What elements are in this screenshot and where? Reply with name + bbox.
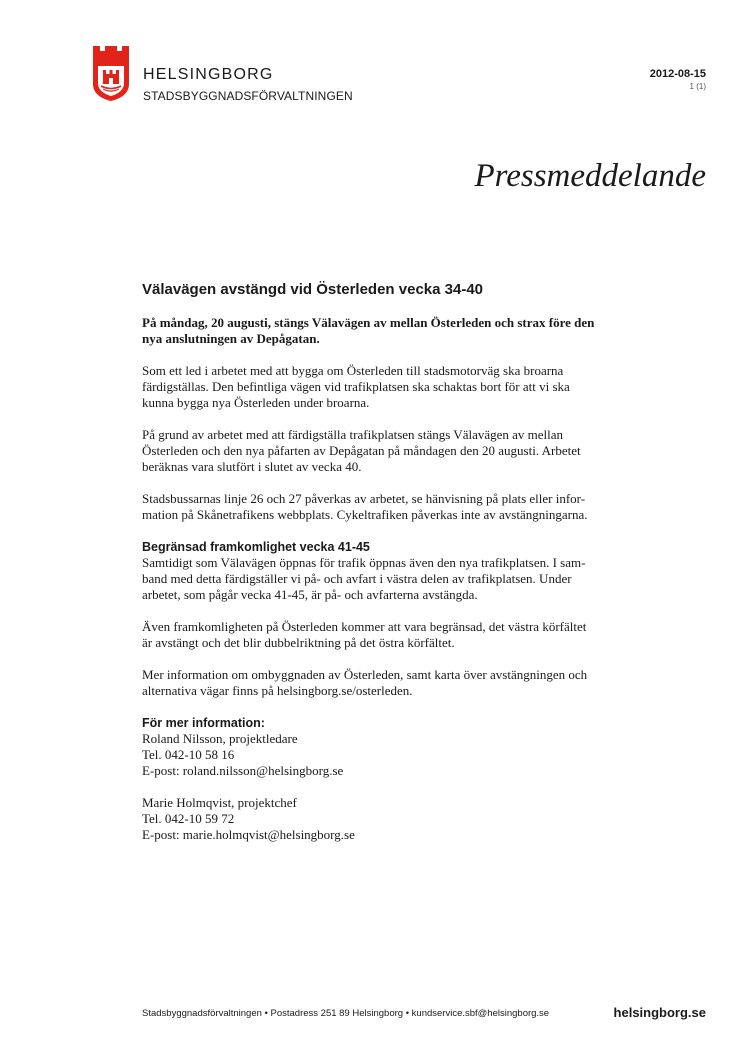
text-line: alternativa vägar finns på helsingborg.se/osterleden. (142, 683, 413, 698)
text-line: färdigställas. Den befintliga vägen vid trafikplatsen ska schaktas bort för att vi ska (142, 379, 570, 394)
contact-email: E-post: marie.holmqvist@helsingborg.se (142, 827, 355, 842)
contact-phone: Tel. 042-10 58 16 (142, 747, 235, 762)
helsingborg-logo-icon (91, 44, 131, 102)
section-block (142, 539, 617, 603)
body-paragraph (142, 363, 617, 411)
contact-block (142, 795, 617, 843)
department-name: STADSBYGGNADSFÖRVALTNINGEN (143, 89, 353, 103)
text-line: arbetet, som pågår vecka 41-45, är på- och avfarterna avstängda. (142, 587, 478, 602)
text-line: Som ett led i arbetet med att bygga om Österleden till stadsmotorväg ska broarna (142, 363, 564, 378)
text-line: beräknas vara slutfört i slutet av vecka 40. (142, 459, 362, 474)
contact-name: Roland Nilsson, projektledare (142, 731, 298, 746)
body-paragraph (142, 619, 617, 651)
body-paragraph (142, 427, 617, 475)
body-paragraph (142, 667, 617, 699)
document-type-title: Pressmeddelande (474, 158, 706, 194)
section-heading: Begränsad framkomlighet vecka 41-45 (142, 540, 370, 554)
body-paragraph (142, 491, 617, 523)
lead-paragraph (142, 315, 617, 347)
document-date: 2012-08-15 (649, 68, 706, 80)
contact-name: Marie Holmqvist, projektchef (142, 795, 297, 810)
press-release-body (142, 281, 617, 859)
contact-email: E-post: roland.nilsson@helsingborg.se (142, 763, 344, 778)
text-line: Mer information om ombyggnaden av Österleden, samt karta över avstängningen och (142, 667, 588, 682)
text-line: Samtidigt som Välavägen öppnas för trafik öppnas även den nya trafikplatsen. I sam- (142, 555, 586, 570)
text-line: band med detta färdigställer vi på- och avfart i västra delen av trafikplatsen. Under (142, 571, 572, 586)
headline: Välavägen avstängd vid Österleden vecka 34-40 (142, 281, 484, 298)
organization-name: HELSINGBORG (143, 66, 274, 83)
text-line: Österleden och den nya påfarten av Depågatan på måndagen den 20 augusti. Arbetet (142, 443, 581, 458)
text-line: mation på Skånetrafikens webbplats. Cykeltrafiken påverkas inte av avstängningarna. (142, 507, 588, 522)
contacts-heading: För mer information: (142, 716, 265, 730)
contact-block (142, 715, 617, 779)
contact-phone: Tel. 042-10 59 72 (142, 811, 235, 826)
text-line: Stadsbussarnas linje 26 och 27 påverkas av arbetet, se hänvisning på plats eller infor- (142, 491, 586, 506)
page-number: 1 (1) (689, 82, 706, 91)
footer-address: Stadsbyggnadsförvaltningen • Postadress 251 89 Helsingborg • kundservice.sbf@helsingborg.se (142, 1008, 550, 1019)
text-line: På måndag, 20 augusti, stängs Välavägen av mellan Österleden och strax före den (142, 315, 595, 330)
text-line: kunna bygga nya Österleden under broarna. (142, 395, 370, 410)
text-line: nya anslutningen av Depågatan. (142, 331, 320, 346)
text-line: På grund av arbetet med att färdigställa trafikplatsen stängs Välavägen av mellan (142, 427, 564, 442)
text-line: Även framkomligheten på Österleden kommer att vara begränsad, det västra körfältet (142, 619, 587, 634)
text-line: är avstängt och det blir dubbelriktning på det östra körfältet. (142, 635, 455, 650)
footer-website: helsingborg.se (613, 1005, 706, 1020)
